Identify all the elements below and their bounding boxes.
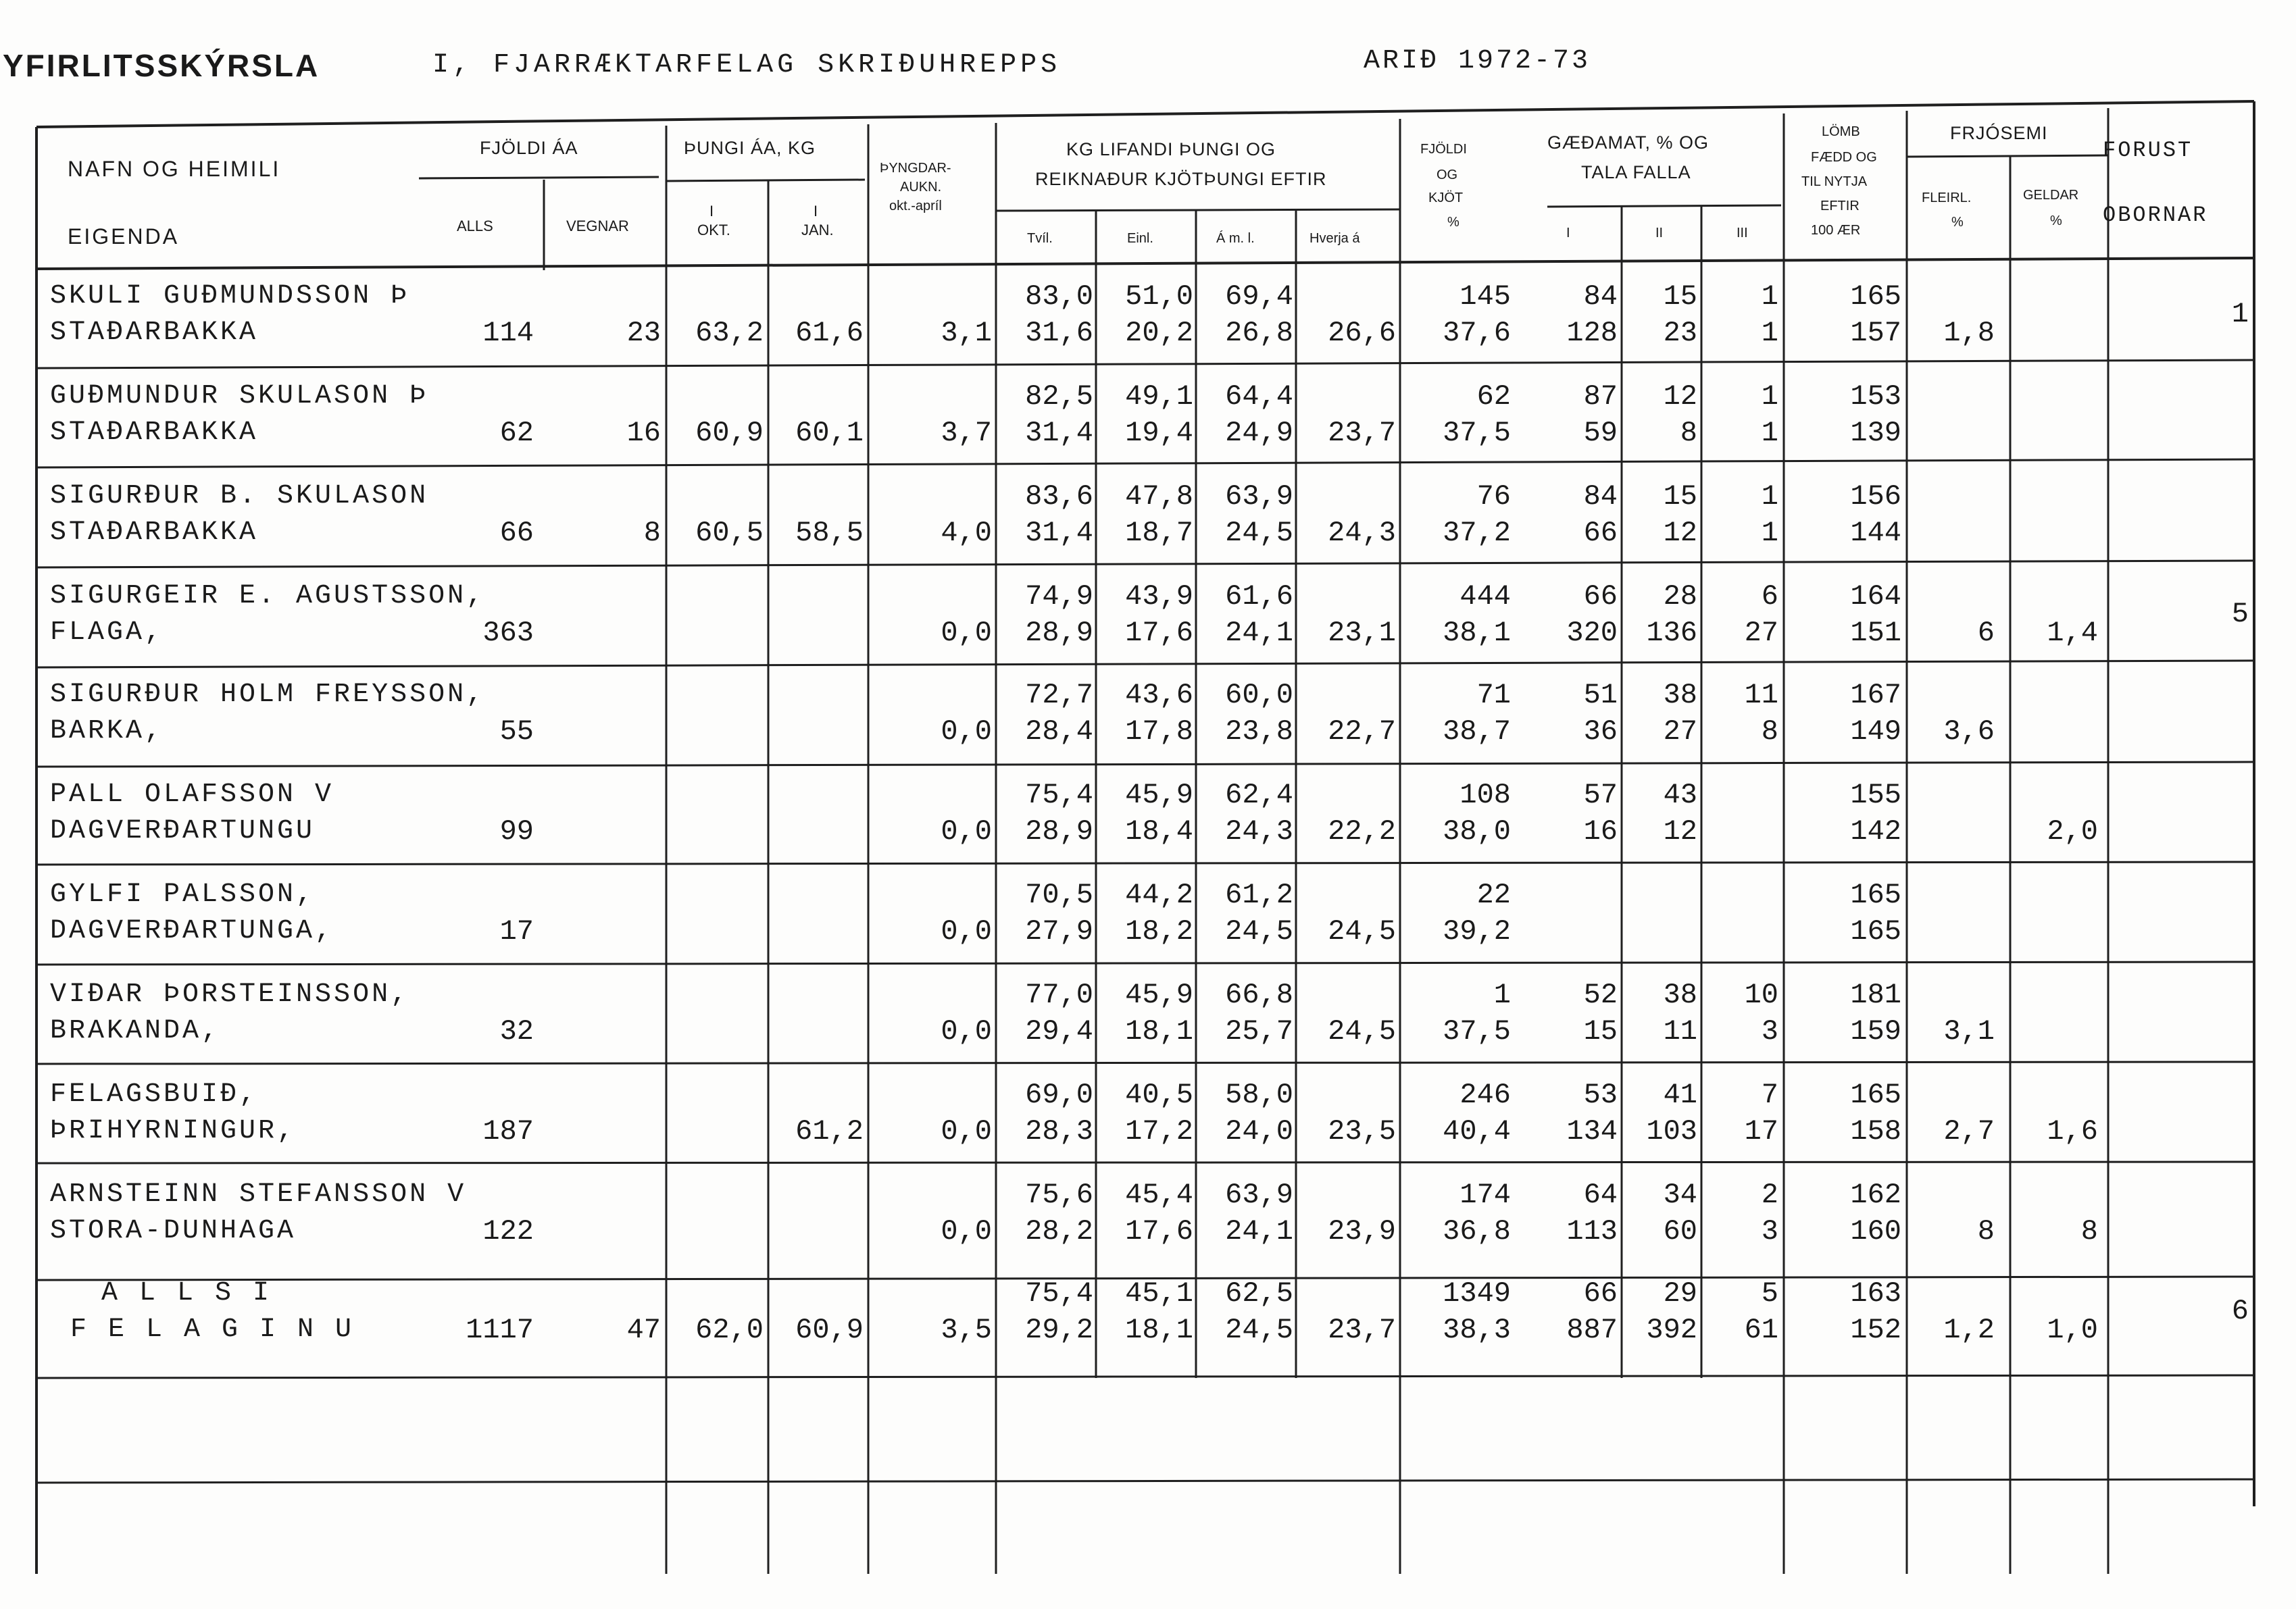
- each-ewe-carcass: 26,6: [1328, 317, 1396, 349]
- grade-1-count: 128: [1566, 317, 1618, 349]
- count: 246: [1459, 1079, 1511, 1111]
- barren-percent: 1,0: [2047, 1314, 2098, 1346]
- owner-farm: F E L A G I N U: [70, 1314, 355, 1345]
- grade-2-count: 392: [1646, 1314, 1697, 1346]
- twins-live: 83,0: [1025, 280, 1093, 313]
- grade-2-percent: 34: [1663, 1179, 1697, 1211]
- owner-name: PALL OLAFSSON V: [50, 780, 334, 810]
- each-ewe-carcass: 23,7: [1328, 1314, 1396, 1346]
- col-multiple-1: FLEIRL.: [1922, 190, 1972, 205]
- owner-name: SIGURÐUR B. SKULASON: [50, 481, 429, 511]
- singles-carcass: 19,4: [1125, 417, 1193, 449]
- ewe-oct: 63,2: [695, 317, 764, 349]
- per-ewe-carcass: 24,5: [1225, 1314, 1293, 1346]
- grade-3-count: 1: [1761, 417, 1778, 449]
- twins-live: 69,0: [1025, 1079, 1093, 1111]
- ewes-fed: 47: [626, 1314, 661, 1346]
- grade-1-count: 134: [1566, 1115, 1618, 1148]
- ewes-all: 114: [482, 317, 534, 349]
- grade-3-percent: 1: [1761, 280, 1778, 313]
- twins-live: 75,4: [1025, 779, 1093, 811]
- col-live-weight-1: KG LIFANDI ÞUNGI OG: [1066, 139, 1276, 159]
- multiple-percent: 8: [1977, 1215, 1995, 1248]
- grade-3-count: 17: [1744, 1115, 1778, 1148]
- singles-live: 43,9: [1125, 580, 1193, 613]
- col-fertility: FRJÓSEMI: [1950, 123, 2048, 143]
- col-ewes-all: ALLS: [457, 218, 493, 234]
- barren-percent: 1,6: [2047, 1115, 2098, 1148]
- per-ewe-live: 63,9: [1225, 1179, 1293, 1211]
- meat-percent: 37,5: [1443, 417, 1511, 449]
- grade-1-count: 66: [1583, 517, 1618, 549]
- ewe-oct: 60,9: [695, 417, 764, 449]
- grade-1-percent: 51: [1583, 679, 1618, 711]
- col-lambs-5: 100 ÆR: [1811, 223, 1861, 238]
- weight-gain: 0,0: [941, 715, 992, 748]
- twins-carcass: 29,4: [1025, 1015, 1093, 1048]
- per-ewe-live: 60,0: [1225, 679, 1293, 711]
- weight-gain: 3,1: [941, 317, 992, 349]
- weight-gain: 0,0: [941, 1215, 992, 1248]
- twins-carcass: 28,9: [1025, 815, 1093, 848]
- grade-3-count: 61: [1744, 1314, 1778, 1346]
- lambs-born: 153: [1850, 380, 1901, 413]
- grade-3-percent: 11: [1744, 679, 1778, 711]
- grade-3-count: 8: [1761, 715, 1778, 748]
- owner-name: GYLFI PALSSON,: [50, 879, 316, 910]
- col-grade-2: II: [1655, 226, 1664, 240]
- each-ewe-carcass: 23,5: [1328, 1115, 1396, 1148]
- grade-1-percent: 64: [1583, 1179, 1618, 1211]
- twins-live: 75,4: [1025, 1277, 1093, 1310]
- grade-3-count: 1: [1761, 317, 1778, 349]
- count: 174: [1459, 1179, 1511, 1211]
- per-ewe-live: 63,9: [1225, 480, 1293, 513]
- grade-2-percent: 28: [1663, 580, 1697, 613]
- singles-carcass: 18,1: [1125, 1314, 1193, 1346]
- twins-carcass: 27,9: [1025, 915, 1093, 948]
- col-ewes-count: FJÖLDI ÁA: [480, 138, 578, 158]
- grade-1-percent: 52: [1583, 979, 1618, 1011]
- ewes-fed: 8: [643, 517, 661, 549]
- grade-2-count: 8: [1680, 417, 1697, 449]
- lambs-born: 165: [1850, 280, 1901, 313]
- grade-2-percent: 43: [1663, 779, 1697, 811]
- grade-3-percent: 1: [1761, 480, 1778, 513]
- owner-farm: DAGVERÐARTUNGU: [50, 816, 316, 846]
- col-unborn-2: OBORNAR: [2103, 203, 2208, 228]
- lambs-born: 181: [1850, 979, 1901, 1011]
- col-unborn-1: FORUST: [2103, 138, 2193, 163]
- count: 108: [1459, 779, 1511, 811]
- per-ewe-carcass: 24,5: [1225, 915, 1293, 948]
- grade-1-percent: 53: [1583, 1079, 1618, 1111]
- lambs-born: 163: [1850, 1277, 1901, 1310]
- owner-name: SKULI GUÐMUNDSSON Þ: [50, 281, 410, 311]
- col-ewe-jan-1: I: [814, 203, 818, 220]
- per-ewe-carcass: 23,8: [1225, 715, 1293, 748]
- per-ewe-carcass: 26,8: [1225, 317, 1293, 349]
- count: 22: [1476, 879, 1511, 911]
- grade-2-percent: 38: [1663, 679, 1697, 711]
- ewes-all: 66: [499, 517, 534, 549]
- ewes-all: 187: [482, 1115, 534, 1148]
- owner-farm: STAÐARBAKKA: [50, 517, 259, 548]
- weight-gain: 3,5: [941, 1314, 992, 1346]
- meat-percent: 38,0: [1443, 815, 1511, 848]
- grade-1-count: 16: [1583, 815, 1618, 848]
- unborn: 5: [2231, 598, 2249, 630]
- twins-live: 70,5: [1025, 879, 1093, 911]
- lambs-used: 165: [1850, 915, 1901, 948]
- weight-gain: 0,0: [941, 915, 992, 948]
- barren-percent: 2,0: [2047, 815, 2098, 848]
- ewes-fed: 16: [626, 417, 661, 449]
- singles-carcass: 17,6: [1125, 1215, 1193, 1248]
- owner-farm: DAGVERÐARTUNGA,: [50, 916, 334, 946]
- multiple-percent: 2,7: [1943, 1115, 1995, 1148]
- singles-live: 40,5: [1125, 1079, 1193, 1111]
- col-lambs-2: FÆDD OG: [1811, 150, 1877, 165]
- lambs-used: 144: [1850, 517, 1901, 549]
- col-grading-1: GÆÐAMAT, % OG: [1547, 132, 1709, 153]
- owner-farm: BARKA,: [50, 716, 164, 746]
- unborn: 6: [2231, 1295, 2249, 1327]
- grade-2-count: 23: [1663, 317, 1697, 349]
- per-ewe-live: 66,8: [1225, 979, 1293, 1011]
- grade-3-percent: 10: [1744, 979, 1778, 1011]
- lambs-used: 151: [1850, 617, 1901, 649]
- ewes-all: 363: [482, 617, 534, 649]
- twins-carcass: 31,4: [1025, 417, 1093, 449]
- col-singles: Einl.: [1127, 231, 1153, 246]
- col-barren-2: %: [2050, 213, 2062, 228]
- grade-2-count: 136: [1646, 617, 1697, 649]
- per-ewe-live: 69,4: [1225, 280, 1293, 313]
- each-ewe-carcass: 23,9: [1328, 1215, 1396, 1248]
- each-ewe-carcass: 24,5: [1328, 915, 1396, 948]
- count: 444: [1459, 580, 1511, 613]
- twins-live: 83,6: [1025, 480, 1093, 513]
- meat-percent: 38,7: [1443, 715, 1511, 748]
- barren-percent: 8: [2080, 1215, 2098, 1248]
- singles-carcass: 18,4: [1125, 815, 1193, 848]
- count: 1: [1493, 979, 1511, 1011]
- col-ewes-fed: VEGNAR: [566, 218, 629, 234]
- per-ewe-live: 62,4: [1225, 779, 1293, 811]
- weight-gain: 0,0: [941, 1115, 992, 1148]
- grade-1-count: 320: [1566, 617, 1618, 649]
- grade-1-percent: 66: [1583, 580, 1618, 613]
- meat-percent: 38,1: [1443, 617, 1511, 649]
- col-ewe-oct-1: I: [709, 203, 714, 220]
- owner-name: GUÐMUNDUR SKULASON Þ: [50, 381, 429, 411]
- col-count-meat-1: FJÖLDI: [1420, 142, 1467, 157]
- singles-carcass: 20,2: [1125, 317, 1193, 349]
- weight-gain: 0,0: [941, 815, 992, 848]
- col-weight-gain-2: AUKN.: [900, 180, 942, 195]
- grade-3-count: 1: [1761, 517, 1778, 549]
- per-ewe-carcass: 25,7: [1225, 1015, 1293, 1048]
- grade-1-percent: 84: [1583, 480, 1618, 513]
- each-ewe-carcass: 22,2: [1328, 815, 1396, 848]
- singles-carcass: 17,2: [1125, 1115, 1193, 1148]
- grade-2-count: 60: [1663, 1215, 1697, 1248]
- ewe-jan: 61,2: [795, 1115, 864, 1148]
- twins-carcass: 28,9: [1025, 617, 1093, 649]
- weight-gain: 0,0: [941, 617, 992, 649]
- lambs-used: 152: [1850, 1314, 1901, 1346]
- ewe-jan: 58,5: [795, 517, 864, 549]
- lambs-born: 155: [1850, 779, 1901, 811]
- grade-1-percent: 66: [1583, 1277, 1618, 1310]
- grade-1-count: 15: [1583, 1015, 1618, 1048]
- lambs-born: 156: [1850, 480, 1901, 513]
- owner-name: FELAGSBUIÐ,: [50, 1079, 259, 1110]
- ewe-jan: 60,1: [795, 417, 864, 449]
- per-ewe-carcass: 24,1: [1225, 617, 1293, 649]
- lambs-born: 164: [1850, 580, 1901, 613]
- each-ewe-carcass: 24,5: [1328, 1015, 1396, 1048]
- twins-live: 75,6: [1025, 1179, 1093, 1211]
- grade-1-count: 887: [1566, 1314, 1618, 1346]
- singles-carcass: 18,7: [1125, 517, 1193, 549]
- twins-carcass: 29,2: [1025, 1314, 1093, 1346]
- each-ewe-carcass: 23,1: [1328, 617, 1396, 649]
- grade-3-percent: 1: [1761, 380, 1778, 413]
- per-ewe-live: 62,5: [1225, 1277, 1293, 1310]
- twins-carcass: 28,2: [1025, 1215, 1093, 1248]
- col-owner-line2: EIGENDA: [68, 224, 180, 249]
- each-ewe-carcass: 22,7: [1328, 715, 1396, 748]
- meat-percent: 37,5: [1443, 1015, 1511, 1048]
- weight-gain: 4,0: [941, 517, 992, 549]
- ewes-all: 1117: [466, 1314, 534, 1346]
- owner-name: A L L S I: [101, 1278, 272, 1308]
- singles-carcass: 17,6: [1125, 617, 1193, 649]
- grade-2-count: 12: [1663, 517, 1697, 549]
- grade-3-count: 27: [1744, 617, 1778, 649]
- weight-gain: 3,7: [941, 417, 992, 449]
- col-grade-3: III: [1737, 226, 1748, 240]
- per-ewe-carcass: 24,0: [1225, 1115, 1293, 1148]
- singles-carcass: 18,2: [1125, 915, 1193, 948]
- col-live-weight-2: REIKNAÐUR KJÖTÞUNGI EFTIR: [1035, 169, 1327, 189]
- singles-live: 44,2: [1125, 879, 1193, 911]
- twins-live: 72,7: [1025, 679, 1093, 711]
- ewes-all: 122: [482, 1215, 534, 1248]
- grade-2-percent: 12: [1663, 380, 1697, 413]
- col-multiple-2: %: [1951, 215, 1964, 230]
- grade-2-count: 27: [1663, 715, 1697, 748]
- report-title: YFIRLITSSKÝRSLA: [3, 48, 320, 83]
- grade-3-count: 3: [1761, 1215, 1778, 1248]
- each-ewe-carcass: 23,7: [1328, 417, 1396, 449]
- meat-percent: 37,2: [1443, 517, 1511, 549]
- lambs-used: 157: [1850, 317, 1901, 349]
- per-ewe-carcass: 24,3: [1225, 815, 1293, 848]
- count: 76: [1476, 480, 1511, 513]
- barren-percent: 1,4: [2047, 617, 2098, 649]
- twins-carcass: 31,4: [1025, 517, 1093, 549]
- grade-1-percent: 84: [1583, 280, 1618, 313]
- owner-name: SIGURGEIR E. AGUSTSSON,: [50, 581, 486, 611]
- twins-carcass: 28,3: [1025, 1115, 1093, 1148]
- ewe-jan: 60,9: [795, 1314, 864, 1346]
- ewe-jan: 61,6: [795, 317, 864, 349]
- singles-live: 43,6: [1125, 679, 1193, 711]
- twins-carcass: 28,4: [1025, 715, 1093, 748]
- meat-percent: 38,3: [1443, 1314, 1511, 1346]
- grade-2-count: 12: [1663, 815, 1697, 848]
- per-ewe-live: 58,0: [1225, 1079, 1293, 1111]
- owner-name: SIGURÐUR HOLM FREYSSON,: [50, 680, 486, 710]
- singles-carcass: 18,1: [1125, 1015, 1193, 1048]
- grade-2-percent: 15: [1663, 480, 1697, 513]
- ewes-fed: 23: [626, 317, 661, 349]
- lambs-used: 160: [1850, 1215, 1901, 1248]
- ewe-oct: 62,0: [695, 1314, 764, 1346]
- col-ewe-jan-2: JAN.: [801, 222, 834, 238]
- singles-live: 47,8: [1125, 480, 1193, 513]
- ewes-all: 17: [499, 915, 534, 948]
- grade-2-count: 11: [1663, 1015, 1697, 1048]
- grade-3-count: 3: [1761, 1015, 1778, 1048]
- grade-3-percent: 6: [1761, 580, 1778, 613]
- singles-live: 45,9: [1125, 779, 1193, 811]
- owner-farm: STAÐARBAKKA: [50, 417, 259, 448]
- ewe-oct: 60,5: [695, 517, 764, 549]
- grade-1-count: 113: [1566, 1215, 1618, 1248]
- lambs-born: 165: [1850, 1079, 1901, 1111]
- ewes-all: 55: [499, 715, 534, 748]
- lambs-used: 159: [1850, 1015, 1901, 1048]
- report-subtitle: I, FJARRÆKTARFELAG SKRIÐUHREPPS: [432, 50, 1062, 80]
- twins-live: 77,0: [1025, 979, 1093, 1011]
- owner-farm: FLAGA,: [50, 617, 164, 648]
- meat-percent: 39,2: [1443, 915, 1511, 948]
- twins-live: 82,5: [1025, 380, 1093, 413]
- grade-2-percent: 29: [1663, 1277, 1697, 1310]
- col-grade-1: I: [1566, 226, 1570, 240]
- count: 145: [1459, 280, 1511, 313]
- grade-3-percent: 7: [1761, 1079, 1778, 1111]
- unborn: 1: [2231, 298, 2249, 330]
- twins-live: 74,9: [1025, 580, 1093, 613]
- count: 71: [1476, 679, 1511, 711]
- grade-3-percent: 5: [1761, 1277, 1778, 1310]
- owner-name: ARNSTEINN STEFANSSON V: [50, 1179, 467, 1210]
- col-barren-1: GELDAR: [2023, 188, 2079, 203]
- singles-live: 49,1: [1125, 380, 1193, 413]
- col-count-meat-2: OG: [1437, 168, 1458, 182]
- per-ewe-carcass: 24,9: [1225, 417, 1293, 449]
- multiple-percent: 1,8: [1943, 317, 1995, 349]
- grade-1-percent: 87: [1583, 380, 1618, 413]
- owner-farm: STORA-DUNHAGA: [50, 1216, 297, 1246]
- col-ewe-oct-2: OKT.: [697, 222, 730, 238]
- col-grading-2: TALA FALLA: [1581, 162, 1691, 182]
- meat-percent: 36,8: [1443, 1215, 1511, 1248]
- owner-farm: ÞRIHYRNINGUR,: [50, 1116, 297, 1146]
- col-weight-gain-1: ÞYNGDAR-: [880, 161, 951, 176]
- count: 1349: [1443, 1277, 1511, 1310]
- multiple-percent: 3,6: [1943, 715, 1995, 748]
- grade-2-percent: 15: [1663, 280, 1697, 313]
- grade-2-count: 103: [1646, 1115, 1697, 1148]
- meat-percent: 40,4: [1443, 1115, 1511, 1148]
- per-ewe-live: 61,6: [1225, 580, 1293, 613]
- col-lambs-3: TIL NYTJA: [1801, 174, 1868, 189]
- grade-2-percent: 38: [1663, 979, 1697, 1011]
- ewes-all: 99: [499, 815, 534, 848]
- col-weight-gain-3: okt.-apríl: [889, 199, 942, 213]
- lambs-used: 142: [1850, 815, 1901, 848]
- weight-gain: 0,0: [941, 1015, 992, 1048]
- lambs-used: 139: [1850, 417, 1901, 449]
- per-ewe-carcass: 24,5: [1225, 517, 1293, 549]
- col-twins: Tvíl.: [1027, 231, 1053, 246]
- ewes-all: 32: [499, 1015, 534, 1048]
- col-lambs-1: LÖMB: [1822, 124, 1860, 139]
- each-ewe-carcass: 24,3: [1328, 517, 1396, 549]
- grade-3-percent: 2: [1761, 1179, 1778, 1211]
- singles-live: 51,0: [1125, 280, 1193, 313]
- lambs-used: 149: [1850, 715, 1901, 748]
- meat-percent: 37,6: [1443, 317, 1511, 349]
- twins-carcass: 31,6: [1025, 317, 1093, 349]
- lambs-born: 165: [1850, 879, 1901, 911]
- per-ewe-live: 64,4: [1225, 380, 1293, 413]
- col-ewe-weight: ÞUNGI ÁA, KG: [684, 138, 816, 158]
- per-ewe-live: 61,2: [1225, 879, 1293, 911]
- grade-1-count: 36: [1583, 715, 1618, 748]
- count: 62: [1476, 380, 1511, 413]
- lambs-born: 167: [1850, 679, 1901, 711]
- singles-live: 45,1: [1125, 1277, 1193, 1310]
- ewes-all: 62: [499, 417, 534, 449]
- col-per-ewe: Á m. l.: [1216, 231, 1255, 246]
- per-ewe-carcass: 24,1: [1225, 1215, 1293, 1248]
- owner-farm: STAÐARBAKKA: [50, 317, 259, 348]
- multiple-percent: 6: [1977, 617, 1995, 649]
- singles-carcass: 17,8: [1125, 715, 1193, 748]
- report-year: ARIÐ 1972-73: [1364, 46, 1591, 76]
- multiple-percent: 3,1: [1943, 1015, 1995, 1048]
- owner-name: VIÐAR ÞORSTEINSSON,: [50, 979, 410, 1010]
- col-owner-line1: NAFN OG HEIMILI: [68, 157, 281, 181]
- grade-1-percent: 57: [1583, 779, 1618, 811]
- grade-2-percent: 41: [1663, 1079, 1697, 1111]
- lambs-born: 162: [1850, 1179, 1901, 1211]
- lambs-used: 158: [1850, 1115, 1901, 1148]
- col-lambs-4: EFTIR: [1820, 199, 1860, 213]
- multiple-percent: 1,2: [1943, 1314, 1995, 1346]
- col-count-meat-4: %: [1447, 215, 1459, 230]
- singles-live: 45,9: [1125, 979, 1193, 1011]
- singles-live: 45,4: [1125, 1179, 1193, 1211]
- owner-farm: BRAKANDA,: [50, 1016, 221, 1046]
- col-count-meat-3: KJÖT: [1428, 190, 1464, 205]
- col-each-ewe: Hverja á: [1309, 231, 1360, 246]
- grade-1-count: 59: [1583, 417, 1618, 449]
